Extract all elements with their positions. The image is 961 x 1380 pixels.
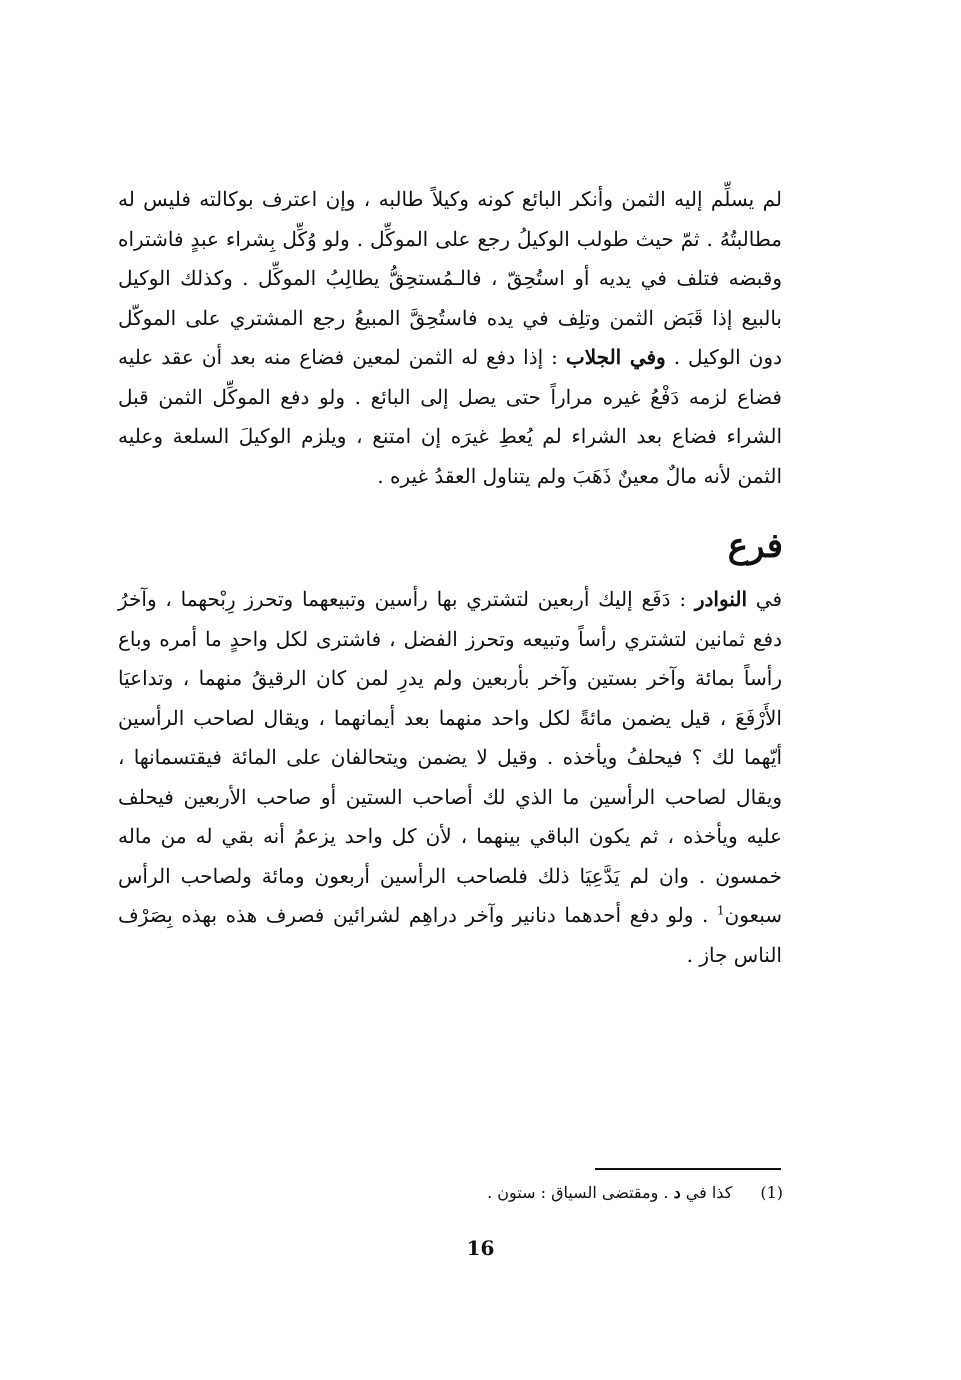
paragraph-2-text-end: . ولو دفع أحدهما دنانير وآخر دراهِم لشرائين فصرف هذه بهذه بِصَرْف الناس جاز .	[118, 903, 782, 967]
footnote-reference: 1	[716, 903, 725, 918]
source-reference-jallab: وفي الجلاب	[565, 345, 666, 369]
paragraph-2-prefix: في	[755, 587, 783, 611]
paragraph-2-text-main: : دَفَع إليك أربعين لتشتري بها رأسين وتبيعهما وتحرز رِبْحهما ، وآخرُ دفع ثمانين لتشتري رأساً وتبيعه وتحرز الفضل ، فاشترى لكل واحدٍ ما أمره وباع رأساً بمائة وآخر بستين وآخر بأربعين ولم يدرِ لمن كان الرقيقُ منهما ، وتداعيَا الأَرْفَعَ ، قيل يضمن مائةً لكل واحد منهما بعد أيمانهما ، ويقال لصاحب الرأسين أيّهما لك ؟ فيحلفُ ويأخذه . وقيل لا يضمن ويتحالفان على المائة فيقتسمانها ، ويقال لصاحب الرأسين ما الذي لك أصاحب الستين أو صاحب الأربعين فيحلف عليه ويأخذه ، ثم يكون الباقي بينهما ، لأن كل واحد يزعمُ أنه بقي له من ماله خمسون . وان لم يَدَّعِيَا ذلك فلصاحب الرأسين أربعون ومائة ولصاحب الرأس سبعون	[118, 587, 782, 927]
footnote-marker: (1)	[760, 1183, 783, 1202]
paragraph-1-text-before: لم يسلِّم إليه الثمن وأنكر البائع كونه وكيلاً طالبه ، وإن اعترف بوكالته فليس له مطالبتُهُ . ثمّ حيث طولب الوكيلُ رجع على الموكِّل . ولو وُكِّل بِشراء عبدٍ فاشتراه وقبضه فتلف في يديه أو استُحِقّ ، فالـمُستحِقُّ يطالِبُ الموكِّل . وكذلك الوكيل بالبيع إذا قَبَض الثمن وتلِف في يده فاستُحِقَّ المبيعُ رجع المشتري على الموكّل دون الوكيل .	[118, 187, 782, 369]
paragraph-1-text-after: : إذا دفع له الثمن لمعين فضاع منه بعد أن عقد عليه فضاع لزمه دَفْعُ غيره مراراً حتى يصل إلى البائع . ولو دفع الموكِّل الثمن قبل الشراء فضاع بعد الشراء لم يُعطِ غيرَه إن امتنع ، ويلزم الوكيلَ السلعة وعليه الثمن لأنه مالٌ معينٌ ذَهَبَ ولم يتناول العقدُ غيره .	[118, 345, 782, 488]
page-number: 16	[466, 1236, 495, 1260]
footnote-manuscript-siglum: د	[673, 1183, 681, 1202]
body-paragraph-2	[118, 580, 782, 975]
body-paragraph-1	[118, 180, 782, 496]
footnote-separator	[595, 1168, 781, 1170]
footnote	[487, 1180, 783, 1206]
footnote-text-before: كذا في	[685, 1183, 733, 1202]
section-heading: فرع	[727, 526, 783, 566]
source-reference-nawadir: النوادر	[694, 587, 747, 611]
footnote-text-after: . ومقتضى السياق : ستون .	[487, 1183, 669, 1202]
